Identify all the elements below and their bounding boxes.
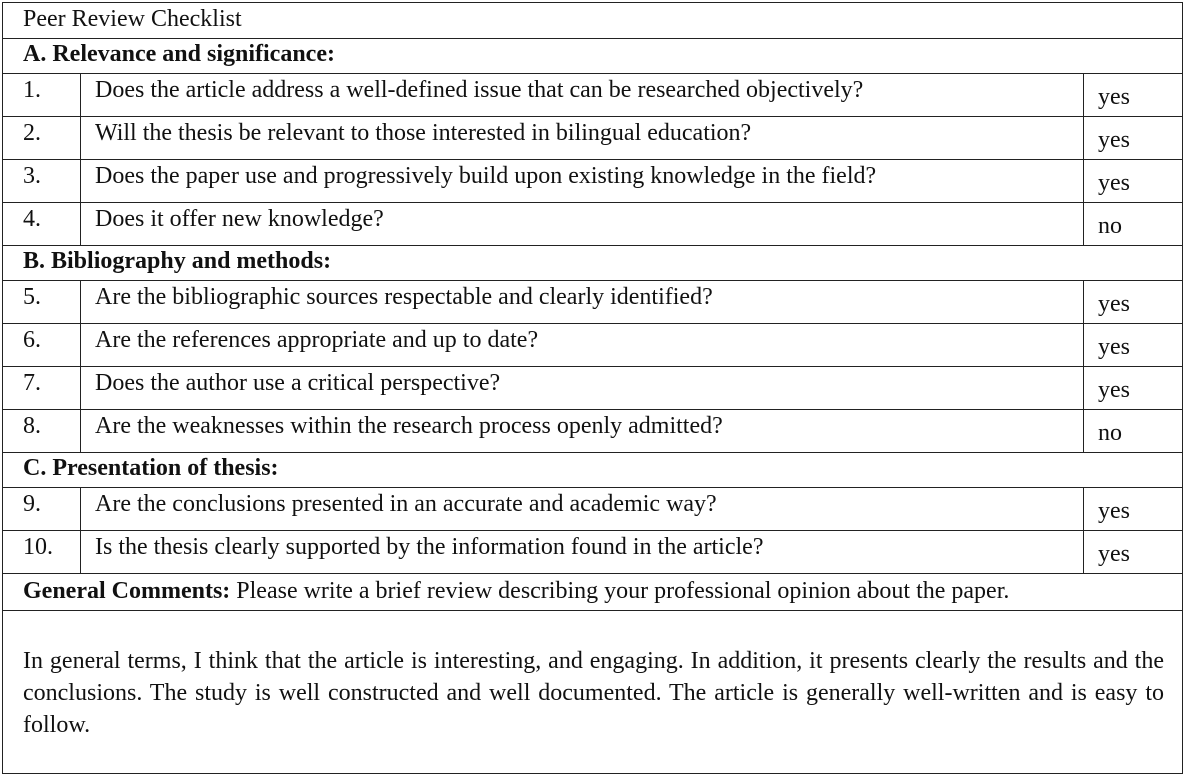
- item-question: Does the paper use and progressively build upon existing knowledge in the field?: [81, 160, 1084, 203]
- checklist-item-row: [3, 117, 1183, 160]
- item-question: Are the conclusions presented in an accurate and academic way?: [81, 488, 1084, 531]
- section-row: [3, 246, 1183, 281]
- general-comments-row: [3, 574, 1183, 611]
- item-answer: yes: [1084, 74, 1183, 117]
- checklist-item-row: [3, 160, 1183, 203]
- checklist-item-row: [3, 488, 1183, 531]
- item-question: Does the article address a well-defined issue that can be researched objectively?: [81, 74, 1084, 117]
- general-comments-label: General Comments:: [23, 578, 231, 604]
- item-answer: yes: [1084, 281, 1183, 324]
- item-question: Are the references appropriate and up to date?: [81, 324, 1084, 367]
- peer-review-checklist-table: [2, 2, 1183, 774]
- item-number: 4.: [3, 203, 81, 246]
- item-answer: yes: [1084, 117, 1183, 160]
- item-answer: yes: [1084, 531, 1183, 574]
- general-comments-text: In general terms, I think that the article is interesting, and engaging. In addition, it presents clearly the results and the conclusions. The study is well constructed and well documented. The article is generally well-written and is easy to follow.: [3, 611, 1183, 774]
- comment-row: [3, 611, 1183, 774]
- section-row: [3, 453, 1183, 488]
- item-question: Does the author use a critical perspective?: [81, 367, 1084, 410]
- checklist-title: Peer Review Checklist: [3, 3, 1183, 39]
- item-number: 1.: [3, 74, 81, 117]
- section-heading: B. Bibliography and methods:: [3, 246, 1183, 281]
- checklist-item-row: [3, 281, 1183, 324]
- checklist-item-row: [3, 324, 1183, 367]
- item-question: Does it offer new knowledge?: [81, 203, 1084, 246]
- item-number: 7.: [3, 367, 81, 410]
- checklist-item-row: [3, 531, 1183, 574]
- item-number: 3.: [3, 160, 81, 203]
- item-answer: no: [1084, 410, 1183, 453]
- item-number: 2.: [3, 117, 81, 160]
- section-row: [3, 39, 1183, 74]
- item-number: 10.: [3, 531, 81, 574]
- item-answer: yes: [1084, 367, 1183, 410]
- checklist-item-row: [3, 203, 1183, 246]
- checklist-item-row: [3, 74, 1183, 117]
- item-question: Are the bibliographic sources respectable and clearly identified?: [81, 281, 1084, 324]
- title-row: [3, 3, 1183, 39]
- item-answer: yes: [1084, 160, 1183, 203]
- item-question: Will the thesis be relevant to those interested in bilingual education?: [81, 117, 1084, 160]
- general-comments-header: [3, 574, 1183, 611]
- item-number: 6.: [3, 324, 81, 367]
- checklist-item-row: [3, 410, 1183, 453]
- checklist-body: [3, 3, 1183, 774]
- section-heading: A. Relevance and significance:: [3, 39, 1183, 74]
- section-heading: C. Presentation of thesis:: [3, 453, 1183, 488]
- item-number: 8.: [3, 410, 81, 453]
- checklist-item-row: [3, 367, 1183, 410]
- item-answer: no: [1084, 203, 1183, 246]
- item-question: Are the weaknesses within the research process openly admitted?: [81, 410, 1084, 453]
- item-number: 5.: [3, 281, 81, 324]
- item-answer: yes: [1084, 324, 1183, 367]
- item-number: 9.: [3, 488, 81, 531]
- item-answer: yes: [1084, 488, 1183, 531]
- item-question: Is the thesis clearly supported by the information found in the article?: [81, 531, 1084, 574]
- general-comments-prompt: Please write a brief review describing your professional opinion about the paper.: [236, 578, 1010, 604]
